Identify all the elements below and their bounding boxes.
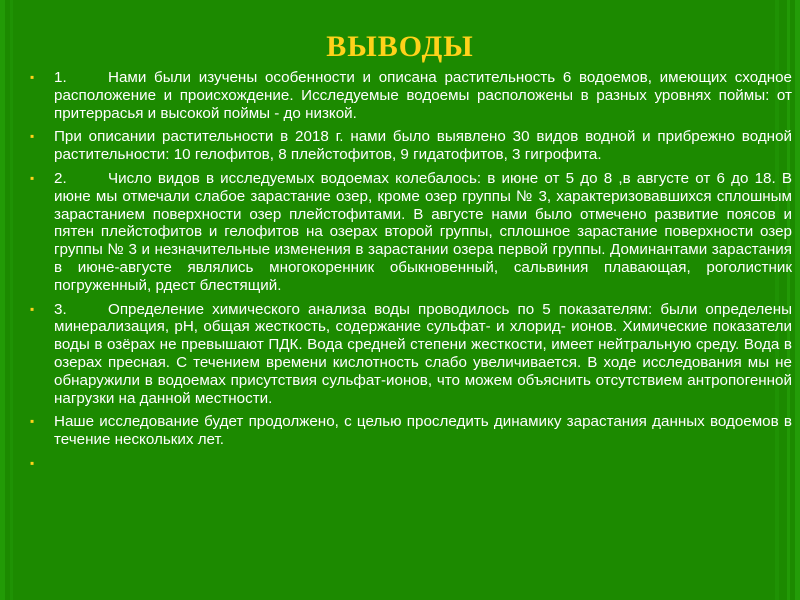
item-text: При описании растительности в 2018 г. нами было выявлено 30 видов водной и прибрежно водной растительности: 10 гелофитов, 8 плейстофитов, 9 гидатофитов, 3 гигрофита.: [54, 128, 792, 164]
list-item: [30, 413, 792, 449]
list-item-empty: [30, 455, 792, 473]
bullet-icon: ▪: [30, 170, 35, 185]
item-number: 2.: [54, 169, 67, 187]
bullet-icon: ▪: [30, 455, 35, 470]
item-text: Определение химического анализа воды проводилось по 5 показателям: были определены минерализация, рН, общая жесткость, содержание сульфат- и хлорид- ионов. Химические показатели воды в озёрах не превышают ПДК. Вода средней степени жесткости, имеет нейтральную среду. Вода в озерах пресная. С течением времени кислотность слабо увеличивается. В ходе исследования мы не обнаружили в водоемах присутствия сульфат-ионов, что можем объяснить отсутствием антропогенной нагрузки на данной местности.: [54, 300, 792, 407]
list-item: [30, 69, 792, 122]
bullet-icon: ▪: [30, 129, 35, 144]
bullet-icon: ▪: [30, 414, 35, 429]
background-stripe: [0, 0, 5, 600]
bullet-icon: ▪: [30, 70, 35, 84]
list-item: [30, 128, 792, 164]
list-item: [30, 301, 792, 408]
background-stripe: [10, 0, 13, 600]
bullet-list: [30, 69, 792, 479]
item-text: Число видов в исследуемых водоемах колебалось: в июне от 5 до 8 ,в августе от 6 до 18. В июне мы отмечали слабое зарастание озер, кроме озер группы № 3, характеризовавшихся сплошным зарастанием поверхности озер плейстофитами. В августе нами было отмечено развитие поясов и пятен плейстофитов и гелофитов на озерах второй группы, сплошное зарастание поверхности озер группы № 3 и незначительные изменения в зарастании озера первой группы. Доминантами зарастания в июне-августе являлись многокоренник обыкновенный, сальвиния плавающая, роголистник погруженный, рдест блестящий.: [54, 169, 792, 294]
bullet-icon: ▪: [30, 301, 35, 316]
item-text: Нами были изучены особенности и описана растительность 6 водоемов, имеющих сходное расположение и происхождение. Исследуемые водоемы расположены в разных уровнях поймы: от притеррасья и высокой поймы - до низкой.: [54, 69, 792, 122]
background-stripe: [795, 0, 800, 600]
slide-title: ВЫВОДЫ: [326, 30, 474, 63]
item-number: 3.: [54, 300, 67, 318]
item-text: Наше исследование будет продолжено, с целью проследить динамику зарастания данных водоемов в течение нескольких лет.: [54, 413, 792, 449]
list-item: [30, 170, 792, 295]
item-number: 1.: [54, 69, 67, 86]
